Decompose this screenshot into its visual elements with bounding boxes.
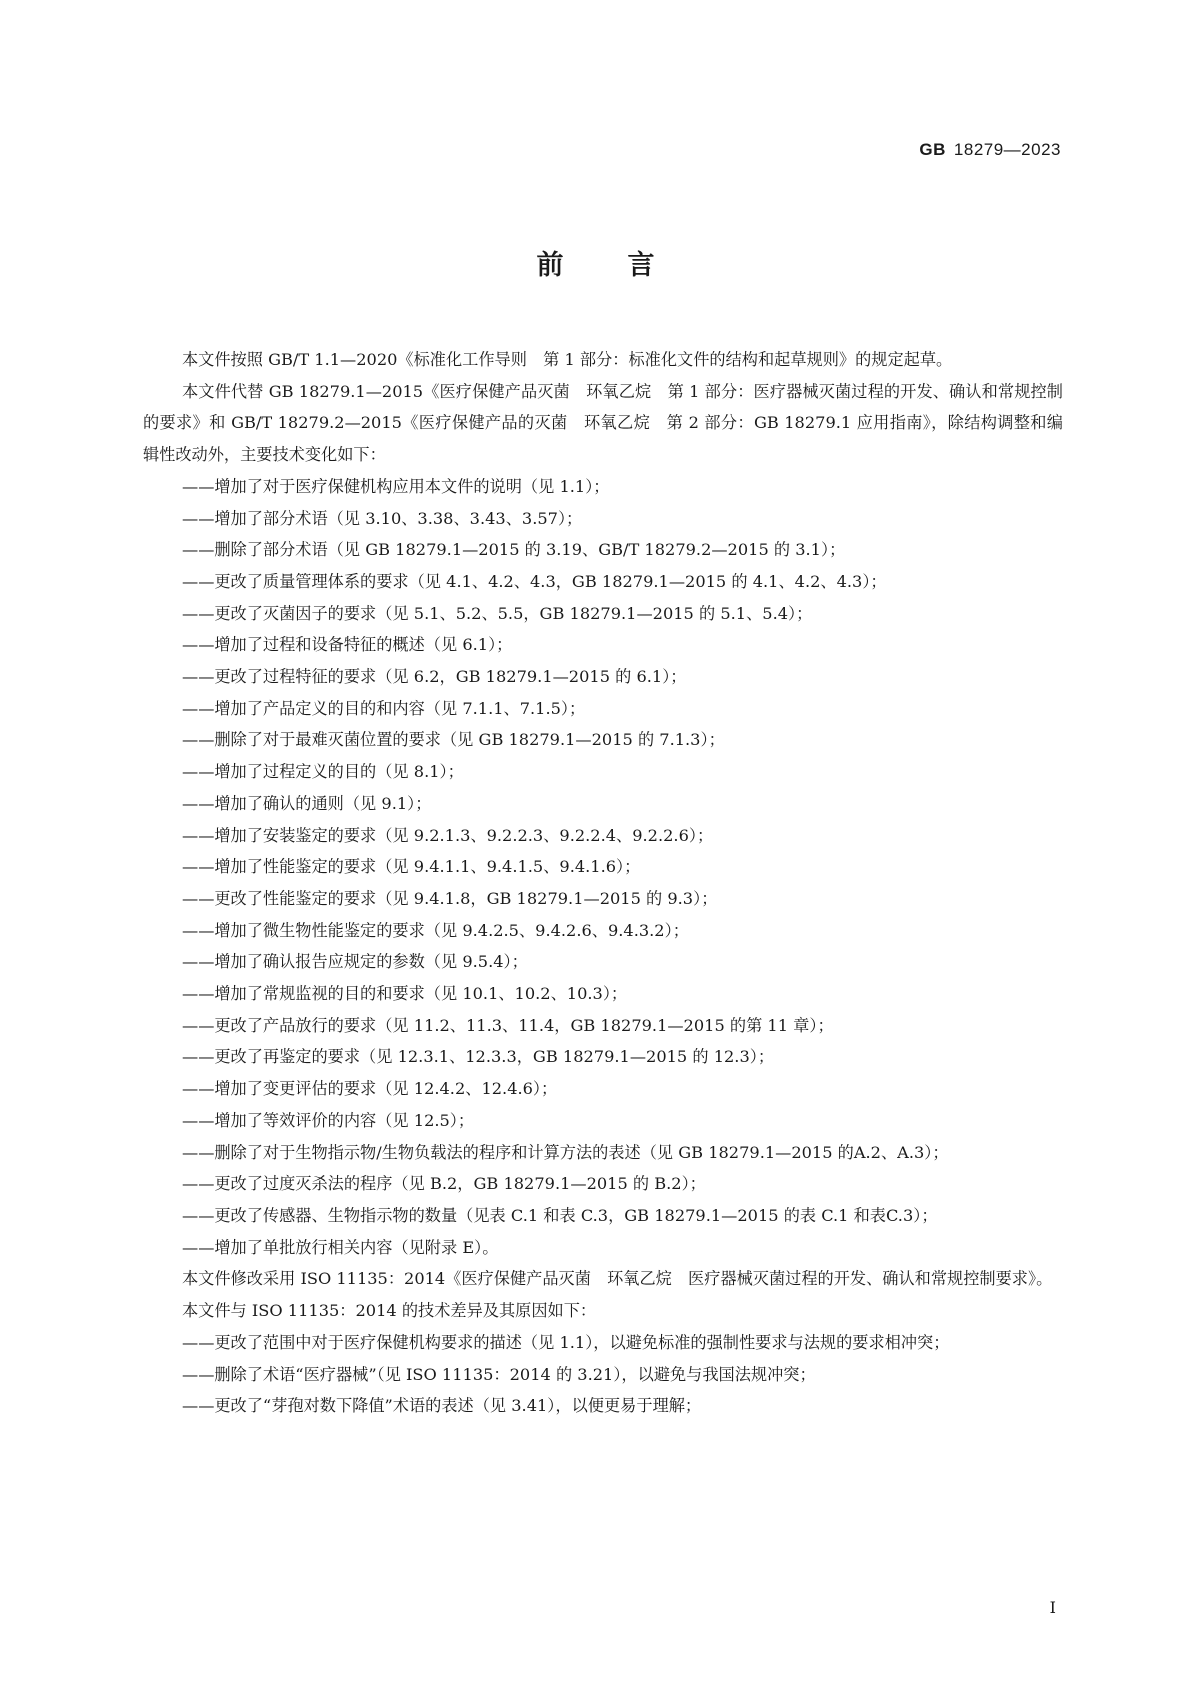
page-number: I [1049,1598,1056,1617]
change-item: ——增加了过程和设备特征的概述（见 6.1）； [182,635,513,655]
change-item: ——更改了性能鉴定的要求（见 9.4.1.8，GB 18279.1—2015 的 9.3）； [182,888,718,908]
adoption-paragraph: 本文件与 ISO 11135：2014 的技术差异及其原因如下： [182,1301,597,1321]
change-item: ——增加了过程定义的目的（见 8.1）； [182,762,464,782]
change-item: ——更改了过程特征的要求（见 6.2，GB 18279.1—2015 的 6.1）； [182,667,687,687]
document-body [143,344,1063,1422]
standard-prefix: GB [919,140,946,159]
change-item: ——删除了部分术语（见 GB 18279.1—2015 的 3.19、GB/T 18279.2—2015 的 3.1）； [182,540,846,560]
change-item: ——增加了等效评价的内容（见 12.5）； [182,1110,475,1130]
change-item: ——删除了对于最难灭菌位置的要求（见 GB 18279.1—2015 的 7.1.3）； [182,730,725,750]
standard-number: 18279—2023 [953,140,1061,159]
change-item: ——增加了常规监视的目的和要求（见 10.1、10.2、10.3）； [182,984,628,1004]
change-item: ——增加了确认的通则（见 9.1）； [182,793,432,813]
change-item: ——更改了传感器、生物指示物的数量（见表 C.1 和表 C.3，GB 18279.1—2015 的表 C.1 和表C.3）； [182,1205,938,1225]
change-item: ——增加了安装鉴定的要求（见 9.2.1.3、9.2.2.3、9.2.2.4、9.2.2.6）； [182,825,714,845]
change-item: ——增加了微生物性能鉴定的要求（见 9.4.2.5、9.4.2.6、9.4.3.2）； [182,920,689,940]
difference-item: ——更改了范围中对于医疗保健机构要求的描述（见 1.1），以避免标准的强制性要求与法规的要求相冲突； [182,1332,950,1352]
change-item: ——更改了再鉴定的要求（见 12.3.1、12.3.3，GB 18279.1—2015 的 12.3）； [182,1047,775,1067]
change-item: ——增加了产品定义的目的和内容（见 7.1.1、7.1.5）； [182,698,586,718]
change-item: ——更改了产品放行的要求（见 11.2、11.3、11.4，GB 18279.1—2015 的第 11 章）； [182,1015,834,1035]
page-title: 前言 [536,250,719,281]
change-item: ——增加了对于医疗保健机构应用本文件的说明（见 1.1）； [182,476,610,496]
document-code [919,140,1061,160]
difference-item: ——删除了术语“医疗器械”（见 ISO 11135：2014 的 3.21），以避免与我国法规冲突； [182,1364,816,1384]
change-item: ——增加了性能鉴定的要求（见 9.4.1.1、9.4.1.5、9.4.1.6）； [182,857,641,877]
difference-item: ——更改了“芽孢对数下降值”术语的表述（见 3.41），以便更易于理解； [182,1396,702,1416]
change-item: ——增加了变更评估的要求（见 12.4.2、12.4.6）； [182,1079,558,1099]
change-item: ——增加了确认报告应规定的参数（见 9.5.4）； [182,952,528,972]
change-item: ——更改了质量管理体系的要求（见 4.1、4.2、4.3，GB 18279.1—2015 的 4.1、4.2、4.3）； [182,571,887,591]
intro-paragraph: 本文件按照 GB/T 1.1—2020《标准化工作导则 第 1 部分：标准化文件的结构和起草规则》的规定起草。 [182,350,953,369]
change-item: ——更改了过度灭杀法的程序（见 B.2，GB 18279.1—2015 的 B.2）； [182,1174,706,1194]
change-item: ——删除了对于生物指示物/生物负载法的程序和计算方法的表述（见 GB 18279.1—2015 的A.2、A.3）； [182,1142,949,1162]
change-item: ——更改了灭菌因子的要求（见 5.1、5.2、5.5，GB 18279.1—2015 的 5.1、5.4）； [182,603,813,623]
change-item: ——增加了单批放行相关内容（见附录 E）。 [182,1237,499,1257]
intro-paragraph: 本文件代替 GB 18279.1—2015《医疗保健产品灭菌 环氧乙烷 第 1 部分：医疗器械灭菌过程的开发、确认和常规控制的要求》和 GB/T 18279.2—2015《医疗保健产品的灭菌 环氧乙烷 第 2 部分：GB 18279.1 应用指南》，除结构调整和编辑性改动外，主要技术变化如下： [143,381,1063,465]
adoption-paragraph: 本文件修改采用 ISO 11135：2014《医疗保健产品灭菌 环氧乙烷 医疗器械灭菌过程的开发、确认和常规控制要求》。 [182,1269,1053,1289]
change-item: ——增加了部分术语（见 3.10、3.38、3.43、3.57）； [182,508,583,528]
